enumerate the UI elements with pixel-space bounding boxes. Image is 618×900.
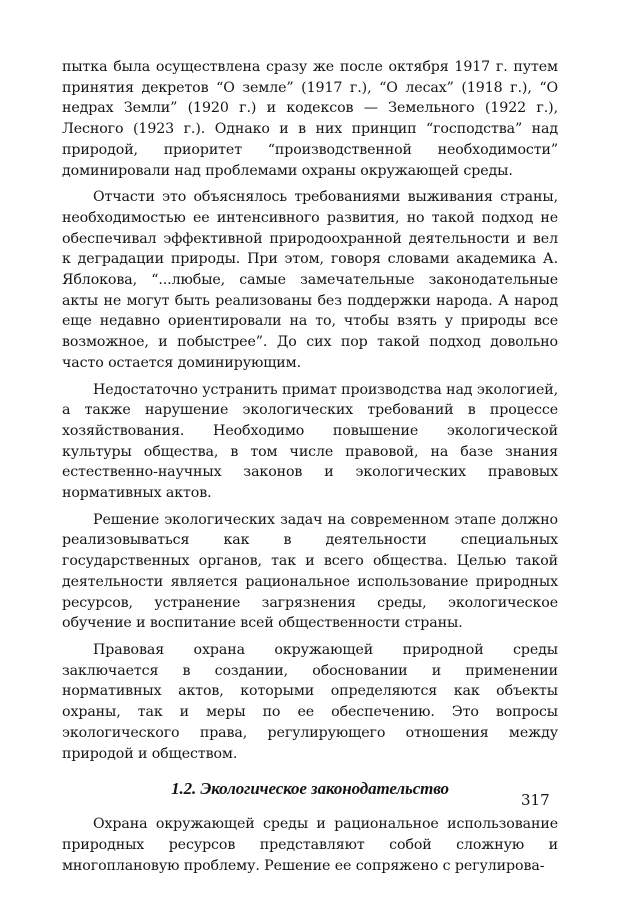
paragraph-6: Охрана окружающей среды и рациональное использование природных ресурсов представляют собой сложную и многоплановую проблему. Решение ее сопряжено с регулирова- [62, 816, 558, 874]
body-text [62, 57, 558, 882]
paragraph-5: Правовая охрана окружающей природной среды заключается в создании, обосновании и применении нормативных актов, которыми определяются как объекты охраны, так и меры по ее обеспечению. Это вопросы экологического права, регулирующего отношения между природой и обществом. [62, 641, 558, 762]
section-heading: 1.2. Экологическое законодательство [171, 779, 449, 799]
paragraph-4: Решение экологических задач на современном этапе должно реализовываться как в деятельности специальных государственных органов, так и всего общества. Целью такой деятельности является рациональное использование природных ресурсов, устранение загрязнения среды, экологическое обучение и воспитание всей общественности страны. [62, 511, 558, 632]
paragraph-2: Отчасти это объяснялось требованиями выживания страны, необходимостью ее интенсивного развития, но такой подход не обеспечивал эффективной природоохранной деятельности и вел к деградации природы. При этом, говоря словами академика А. Яблокова, “...любые, самые замечательные законодательные акты не могут быть реализованы без поддержки народа. А народ еще недавно ориентировали на то, чтобы взять у природы все возможное, и побыстрее”. До сих пор такой подход довольно часто остается доминирующим. [62, 189, 558, 371]
paragraph-3: Недостаточно устранить примат производства над экологией, а также нарушение экологических требований в процессе хозяйствования. Необходимо повышение экологической культуры общества, в том числе правовой, на базе знания естественно-научных законов и экологических правовых нормативных актов. [62, 381, 559, 502]
page-number: 317 [521, 791, 550, 809]
paragraph-1: пытка была осуществлена сразу же после октября 1917 г. путем принятия декретов “О земле” (1917 г.), “О лесах” (1918 г.), “О недрах Земли” (1920 г.) и кодексов — Земельного (1922 г.), Лесного (1923 г.). Однако и в них принцип “господства” над природой, приоритет “производственной необходимости” доминировали над проблемами охраны окружающей среды. [62, 59, 558, 179]
